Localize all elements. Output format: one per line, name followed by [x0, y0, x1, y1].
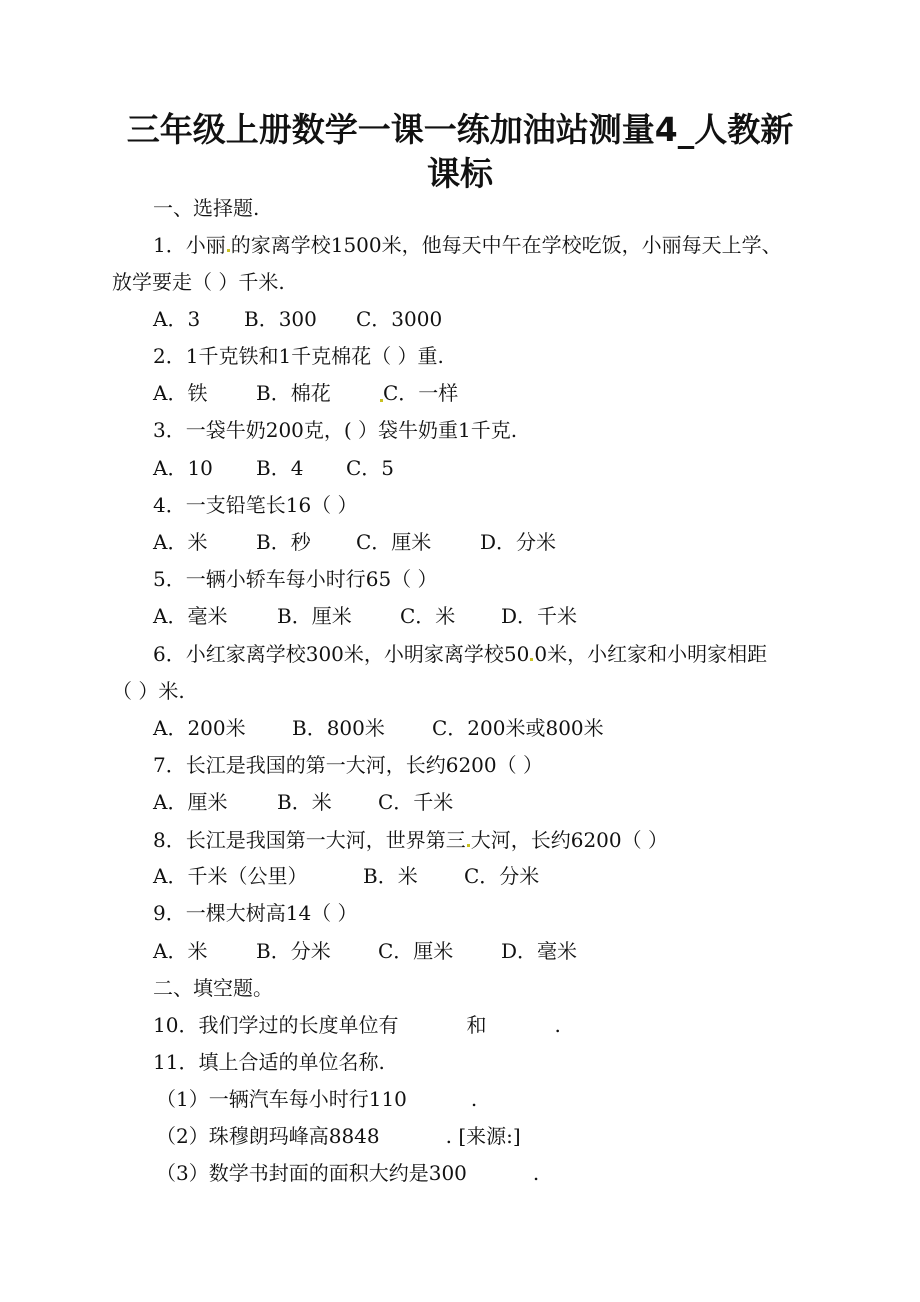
- question-8-part-a: 8．长江是我国第一大河，世界第三: [153, 828, 466, 852]
- question-4: 4．一支铅笔长16（ ）: [153, 493, 358, 517]
- question-11-2-end: . [来源:]: [445, 1124, 521, 1148]
- q4-option-c: C．厘米: [356, 530, 432, 554]
- section-1-heading: 一、选择题.: [153, 196, 260, 220]
- question-6-part-b: 0米，小红家和小明家相距: [534, 642, 768, 666]
- q7-option-b: B．米: [277, 790, 332, 814]
- q8-option-b: B．米: [363, 864, 418, 888]
- question-11-3-end: .: [532, 1161, 540, 1185]
- q6-option-c: C．200米或800米: [432, 716, 604, 740]
- q8-option-c: C．分米: [464, 864, 540, 888]
- q7-option-a: A．厘米: [153, 790, 228, 814]
- marker-dot: [530, 658, 533, 661]
- q9-option-a: A．米: [153, 939, 208, 963]
- q5-option-a: A．毫米: [153, 604, 228, 628]
- q1-option-c: C．3000: [356, 307, 443, 331]
- document-title: [100, 108, 820, 196]
- question-1-part-a: 1．小丽: [153, 233, 226, 257]
- q9-option-b: B．分米: [256, 939, 331, 963]
- q4-option-b: B．秒: [256, 530, 311, 554]
- section-2-heading: 二、填空题。: [153, 976, 273, 1000]
- question-10-text: 10．我们学过的长度单位有: [153, 1013, 399, 1037]
- question-7: 7．长江是我国的第一大河，长约6200（ ）: [153, 753, 543, 777]
- question-11-3: [156, 1159, 539, 1187]
- question-3: 3．一袋牛奶200克，( ）袋牛奶重1千克.: [153, 418, 518, 442]
- q1-option-b: B．300: [244, 307, 317, 331]
- q9-option-c: C．厘米: [378, 939, 454, 963]
- question-11-1-text: （1）一辆汽车每小时行110: [156, 1087, 407, 1111]
- question-6-part-a: 6．小红家离学校300米，小明家离学校50: [153, 642, 530, 666]
- marker-dot: [227, 249, 230, 252]
- q3-option-a: A．10: [153, 456, 213, 480]
- question-11-2-text: （2）珠穆朗玛峰高8848: [156, 1124, 380, 1148]
- q2-option-b: B．棉花: [256, 381, 331, 405]
- q5-option-b: B．厘米: [277, 604, 352, 628]
- q9-option-d: D．毫米: [501, 939, 578, 963]
- q5-option-c: C．米: [400, 604, 456, 628]
- question-10-and: 和: [466, 1013, 487, 1037]
- question-11: 11．填上合适的单位名称.: [153, 1050, 385, 1074]
- q6-option-a: A．200米: [153, 716, 246, 740]
- q1-option-a: A．3: [153, 307, 201, 331]
- question-10-end: .: [554, 1013, 561, 1037]
- title-line-1: 三年级上册数学一课一练加油站测量4_人教新: [126, 110, 794, 149]
- question-1-continued: 放学要走（ ）千米.: [112, 270, 285, 294]
- q3-option-c: C．5: [346, 456, 395, 480]
- question-9: 9．一棵大树高14（ ）: [153, 901, 358, 925]
- q5-option-d: D．千米: [501, 604, 578, 628]
- question-1-part-b: 的家离学校1500米，他每天中午在学校吃饭，小丽每天上学、: [230, 233, 782, 257]
- marker-dot: [467, 844, 470, 847]
- question-11-3-text: （3）数学书封面的面积大约是300: [156, 1161, 467, 1185]
- question-11-1-end: .: [470, 1087, 478, 1111]
- question-6: [153, 640, 767, 668]
- question-11-2: [156, 1122, 521, 1150]
- question-1: [153, 231, 782, 259]
- q4-option-a: A．米: [153, 530, 208, 554]
- question-11-1: [156, 1085, 477, 1113]
- question-8-part-b: 大河，长约6200（ ）: [470, 828, 668, 852]
- question-10: [153, 1011, 561, 1039]
- question-8: [153, 826, 668, 854]
- q8-option-a: A．千米（公里）: [153, 864, 308, 888]
- question-2: 2．1千克铁和1千克棉花（ ）重.: [153, 344, 444, 368]
- title-line-2: 课标: [427, 154, 493, 193]
- question-5: 5．一辆小轿车每小时行65（ ）: [153, 567, 438, 591]
- q2-option-c: C．一样: [383, 381, 459, 405]
- q6-option-b: B．800米: [292, 716, 385, 740]
- q2-option-a: A．铁: [153, 381, 208, 405]
- q7-option-c: C．千米: [378, 790, 454, 814]
- q3-option-b: B．4: [256, 456, 304, 480]
- q4-option-d: D．分米: [480, 530, 557, 554]
- question-6-continued: （ ）米.: [112, 679, 185, 703]
